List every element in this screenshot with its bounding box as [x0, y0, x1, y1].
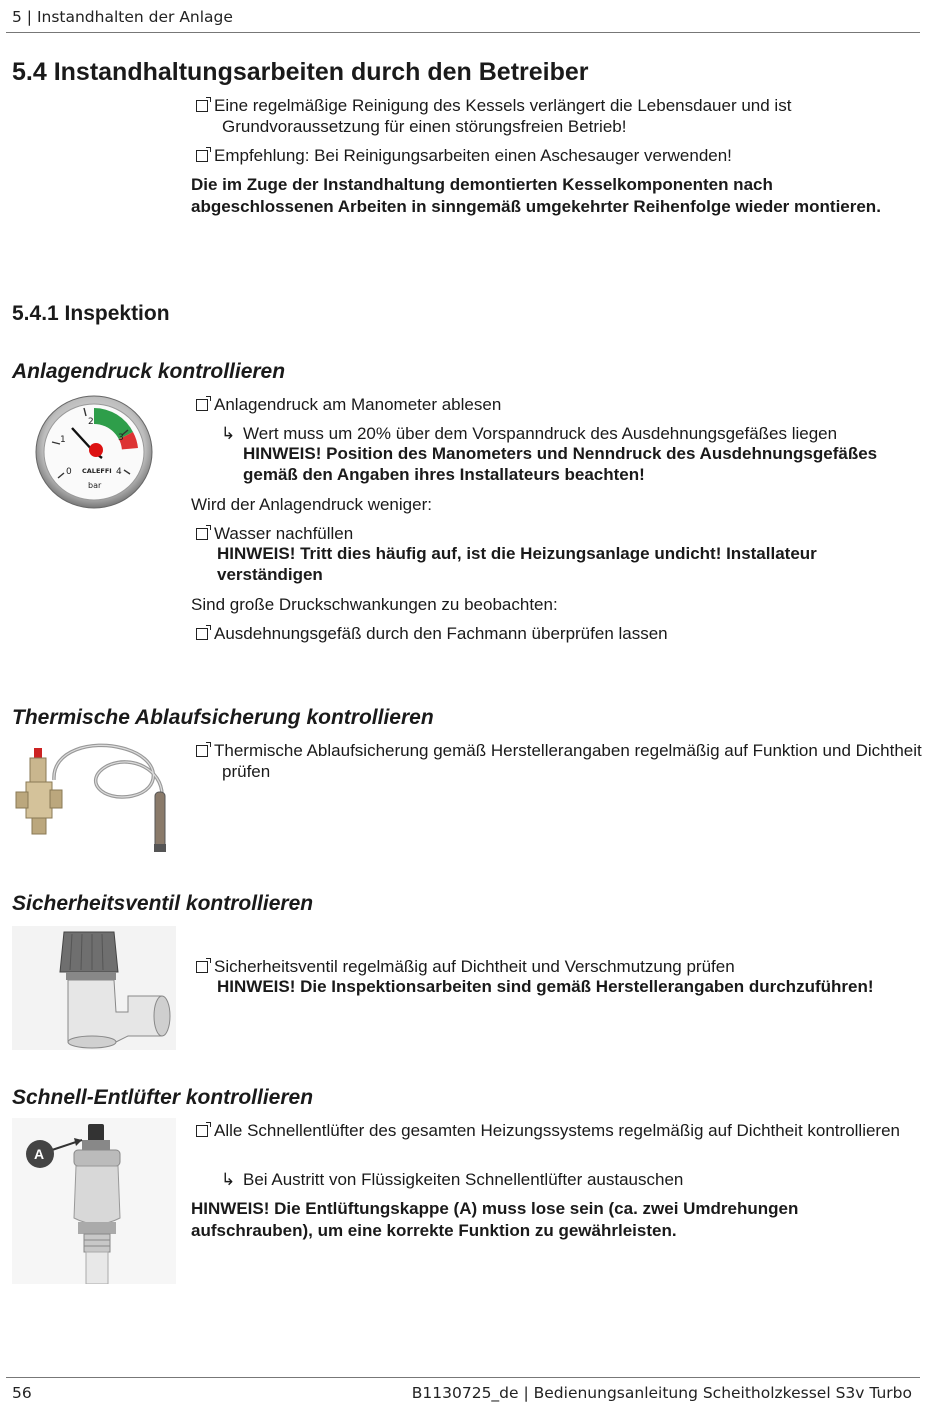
- list-item: Sicherheitsventil regelmäßig auf Dichtheit und Verschmutzung prüfen: [196, 956, 902, 977]
- gauge-label: 2: [88, 417, 94, 427]
- result-arrow-icon: ↳: [221, 1170, 236, 1189]
- checkbox-bullet-icon: [196, 628, 208, 640]
- hinweis-note: HINWEIS! Die Entlüftungskappe (A) muss lose sein (ca. zwei Umdrehungen aufschrauben), um eine korrekte Funktion zu gewährleisten.: [191, 1199, 799, 1240]
- checkbox-bullet-icon: [196, 961, 208, 973]
- condition-text: Wird der Anlagendruck weniger:: [191, 495, 432, 514]
- gauge-unit: bar: [88, 481, 102, 490]
- result-item: ↳ Wert muss um 20% über dem Vorspanndruck des Ausdehnungsgefäßes liegen: [221, 424, 838, 443]
- list-item: Alle Schnellentlüfter des gesamten Heizungssystems regelmäßig auf Dichtheit kontrollieren: [196, 1120, 902, 1141]
- gauge-label: 4: [116, 467, 122, 477]
- air-vent-image: [12, 1118, 176, 1284]
- hinweis-note: HINWEIS! Tritt dies häufig auf, ist die Heizungsanlage undicht! Installateur verständigen: [217, 544, 817, 584]
- checkbox-bullet-icon: [196, 399, 208, 411]
- checkbox-bullet-icon: [196, 100, 208, 112]
- hinweis-note: HINWEIS! Position des Manometers und Nenndruck des Ausdehnungsgefäßes gemäß den Angaben ihres Installateurs beachten!: [243, 444, 878, 484]
- heading-anlagendruck: Anlagendruck kontrollieren: [12, 360, 286, 383]
- checkbox-bullet-icon: [196, 1125, 208, 1137]
- running-header: 5 | Instandhalten der Anlage: [12, 8, 233, 26]
- thermal-valve-image: [12, 740, 176, 856]
- footer-doc-title: B1130725_de | Bedienungsanleitung Scheitholzkessel S3v Turbo: [411, 1384, 912, 1402]
- subsection-title: 5.4.1 Inspektion: [12, 302, 170, 325]
- manometer-image: [34, 394, 158, 510]
- heading-sicherheit: Sicherheitsventil kontrollieren: [12, 892, 314, 915]
- result-item: ↳ Bei Austritt von Flüssigkeiten Schnellentlüfter austauschen: [221, 1170, 684, 1189]
- footer-rule: [6, 1377, 920, 1378]
- checkbox-bullet-icon: [196, 528, 208, 540]
- gauge-label: 0: [66, 467, 72, 477]
- list-item: Thermische Ablaufsicherung gemäß Herstellerangaben regelmäßig auf Funktion und Dichtheit prüfen: [196, 740, 932, 782]
- checkbox-bullet-icon: [196, 150, 208, 162]
- list-item: Empfehlung: Bei Reinigungsarbeiten einen Aschesauger verwenden!: [196, 145, 902, 166]
- header-rule: [6, 32, 920, 33]
- list-item: Ausdehnungsgefäß durch den Fachmann überprüfen lassen: [196, 623, 902, 644]
- heading-entluefter: Schnell-Entlüfter kontrollieren: [12, 1086, 314, 1109]
- heading-thermisch: Thermische Ablaufsicherung kontrollieren: [12, 706, 434, 729]
- list-item: Eine regelmäßige Reinigung des Kessels verlängert die Lebensdauer und ist Grundvoraussetzung für einen störungsfreien Betrieb!: [196, 95, 902, 137]
- gauge-brand: CALEFFI: [82, 467, 112, 475]
- list-item: Anlagendruck am Manometer ablesen: [196, 394, 902, 415]
- callout-label: A: [34, 1146, 45, 1162]
- condition-text: Sind große Druckschwankungen zu beobachten:: [191, 595, 558, 614]
- gauge-label: 3: [118, 433, 124, 443]
- bold-note: Die im Zuge der Instandhaltung demontierten Kesselkomponenten nach abgeschlossenen Arbeiten in sinngemäß umgekehrter Reihenfolge wieder montieren.: [191, 175, 881, 216]
- result-arrow-icon: ↳: [221, 424, 236, 443]
- list-item: Wasser nachfüllen: [196, 523, 902, 544]
- hinweis-note: HINWEIS! Die Inspektionsarbeiten sind gemäß Herstellerangaben durchzuführen!: [217, 977, 874, 996]
- checkbox-bullet-icon: [196, 745, 208, 757]
- page-number: 56: [12, 1384, 32, 1402]
- safety-valve-image: [12, 926, 176, 1050]
- gauge-label: 1: [60, 435, 66, 445]
- section-title: 5.4 Instandhaltungsarbeiten durch den Betreiber: [12, 58, 589, 86]
